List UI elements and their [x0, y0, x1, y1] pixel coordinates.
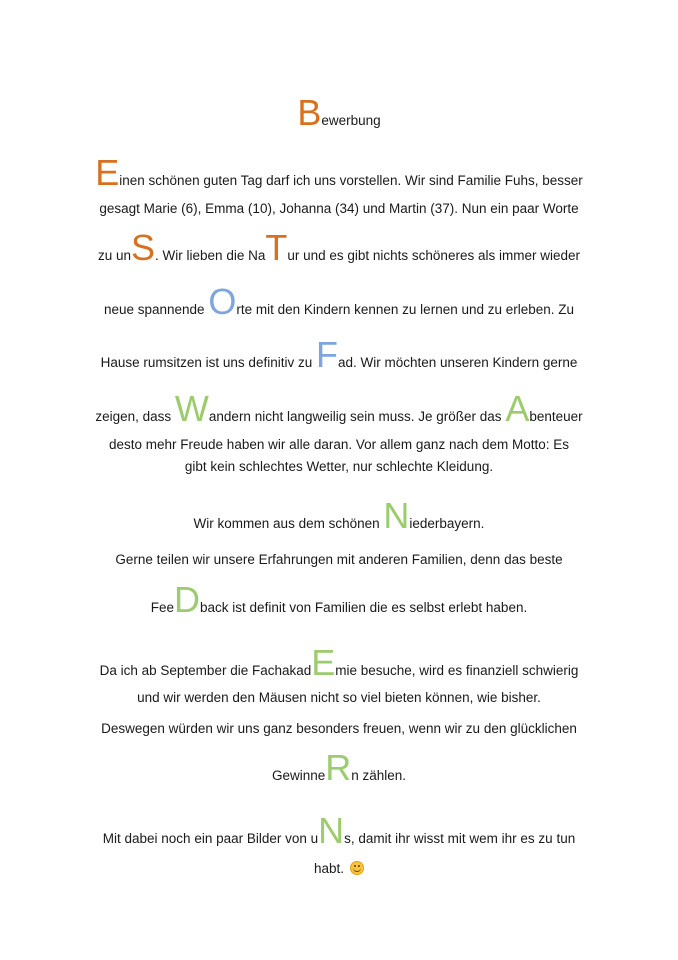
- title-rest: ewerbung: [321, 113, 381, 128]
- acrostic-letter-r: R: [325, 747, 352, 788]
- line-text: iederbayern.: [409, 516, 485, 531]
- paragraph-line-7: desto mehr Freude haben wir alle daran. Vor allem ganz nach dem Motto: Es: [109, 437, 569, 452]
- acrostic-letter-d: D: [174, 579, 201, 620]
- acrostic-letter-e2: E: [311, 642, 336, 683]
- paragraph-line-1: [0, 152, 678, 193]
- line-text: ad. Wir möchten unseren Kindern gerne: [337, 355, 578, 370]
- line-text: Wir kommen aus dem schönen: [193, 516, 384, 531]
- paragraph-line-17: [0, 861, 678, 876]
- line-text: neue spannende: [103, 302, 209, 317]
- line-text: . Wir lieben die Na: [155, 248, 266, 263]
- document-title: [0, 92, 678, 133]
- line-text: rte mit den Kindern kennen zu lernen und zu erleben. Zu: [236, 302, 575, 317]
- paragraph-line-15: [0, 747, 678, 788]
- line-text: benteuer: [529, 409, 583, 424]
- acrostic-letter-o: O: [208, 281, 237, 322]
- acrostic-letter-f: F: [315, 334, 338, 375]
- line-text: Da ich ab September die Fachakad: [99, 663, 312, 678]
- smiling-face-icon: [350, 861, 364, 875]
- paragraph-line-5: [0, 334, 678, 375]
- line-text: Mit dabei noch ein paar Bilder von u: [102, 831, 319, 846]
- acrostic-letter-t: T: [265, 227, 288, 268]
- line-text: n zählen.: [351, 768, 407, 783]
- acrostic-letter-a: A: [505, 388, 530, 429]
- line-text: s, damit ihr wisst mit wem ihr es zu tun: [344, 831, 576, 846]
- line-text: habt.: [313, 861, 345, 876]
- paragraph-line-10: Gerne teilen wir unsere Erfahrungen mit anderen Familien, denn das beste: [115, 552, 563, 567]
- paragraph-line-13: und wir werden den Mäusen nicht so viel bieten können, wie bisher.: [137, 690, 541, 705]
- paragraph-line-4: [0, 281, 678, 322]
- paragraph-line-11: [0, 579, 678, 620]
- acrostic-letter-n2: N: [318, 810, 345, 851]
- paragraph-line-2: gesagt Marie (6), Emma (10), Johanna (34) und Martin (37). Nun ein paar Worte: [99, 201, 579, 216]
- paragraph-line-9: [0, 495, 678, 536]
- paragraph-line-12: [0, 642, 678, 683]
- line-text: ur und es gibt nichts schöneres als immer wieder: [287, 248, 580, 263]
- line-text: Hause rumsitzen ist uns definitiv zu: [100, 355, 316, 370]
- line-text: Gewinne: [271, 768, 326, 783]
- line-text: back ist definit von Familien die es selbst erlebt haben.: [200, 600, 528, 615]
- paragraph-line-16: [0, 810, 678, 851]
- acrostic-letter-n: N: [383, 495, 410, 536]
- line-text: zu un: [98, 248, 132, 263]
- paragraph-line-14: Deswegen würden wir uns ganz besonders freuen, wenn wir zu den glücklichen: [101, 721, 577, 736]
- line-text: zeigen, dass: [95, 409, 175, 424]
- acrostic-letter-s: S: [131, 227, 156, 268]
- line-text: inen schönen guten Tag darf ich uns vorstellen. Wir sind Familie Fuhs, besser: [119, 173, 583, 188]
- paragraph-line-6: [0, 388, 678, 429]
- line-text: Fee: [150, 600, 175, 615]
- acrostic-letter-w: W: [174, 388, 209, 429]
- title-initial: B: [297, 92, 322, 133]
- paragraph-line-3: [0, 227, 678, 268]
- acrostic-letter-e: E: [95, 152, 120, 193]
- line-text: andern nicht langweilig sein muss. Je größer das: [208, 409, 506, 424]
- paragraph-line-8: gibt kein schlechtes Wetter, nur schlechte Kleidung.: [184, 459, 494, 474]
- line-text: mie besuche, wird es finanziell schwierig: [335, 663, 579, 678]
